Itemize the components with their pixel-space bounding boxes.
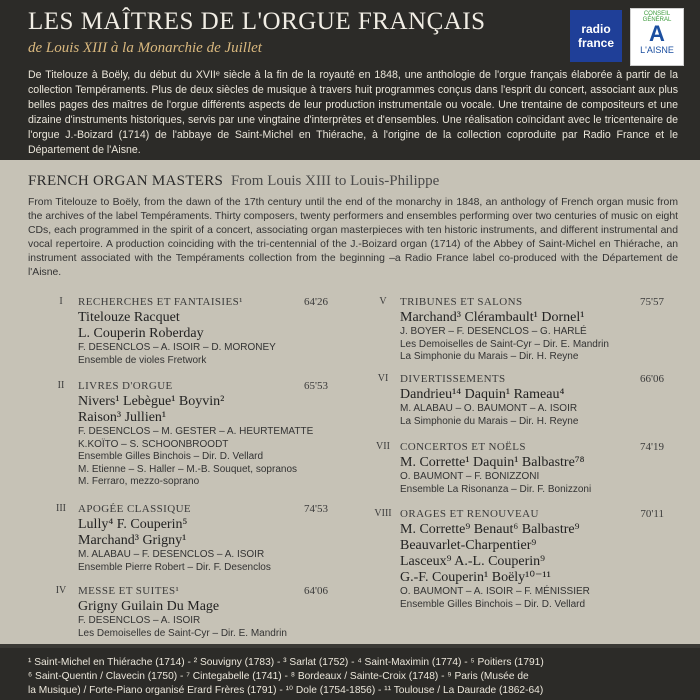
aisne-logo [630,8,684,66]
program-body [78,599,322,640]
program-duration: 75'57 [640,296,664,308]
program-ensemble: M. Ferraro, mezzo-soprano [78,476,200,487]
program-composers: Raison³ Jullien¹ [78,410,167,425]
program-body [400,455,644,496]
program-duration: 65'53 [304,380,328,392]
program-duration: 70'11 [640,508,664,520]
program-number: VII [376,441,390,452]
program-performers: M. ALABAU – O. BAUMONT – A. ISOIR [400,403,578,414]
program-body [78,394,322,489]
radio-france-logo-line1: radio [581,22,611,36]
program-number: V [379,296,387,307]
aisne-logo-name: L'AISNE [640,45,674,55]
program-duration: 74'53 [304,503,328,515]
program-composers: Marchand³ Grigny¹ [78,533,187,548]
footer [0,648,700,700]
program-composers: L. Couperin Roberday [78,326,204,341]
aisne-logo-letter: A [649,21,665,46]
english-heading: FRENCH ORGAN MASTERS [28,173,224,189]
program-title: MESSE ET SUITES¹ [78,585,180,597]
program-number: III [56,503,66,514]
program-body [78,517,322,574]
program-composers: M. Corrette¹ Daquin¹ Balbastre⁷⁸ [400,455,585,470]
program-ensemble: La Simphonie du Marais – Dir. H. Reyne [400,351,579,362]
program-composers: Nivers¹ Lebègue¹ Boyvin² [78,394,225,409]
program-ensemble: Ensemble La Risonanza – Dir. F. Bonizzoni [400,483,592,495]
program-ensemble: La Simphonie du Marais – Dir. H. Reyne [400,415,579,427]
english-heading-row [28,173,439,190]
program-duration: 64'06 [304,585,328,597]
radio-france-logo-line2: france [577,36,615,50]
program-composers: Dandrieu¹⁴ Daquin¹ Rameau⁴ [400,387,565,402]
program-body [400,387,644,428]
page-title: LES MAÎTRES DE L'ORGUE FRANÇAIS [28,8,486,35]
program-composers: M. Corrette⁹ Benaut⁶ Balbastre⁹ [400,522,580,537]
program-composers: Lasceux⁹ A.-L. Couperin⁹ [400,554,546,569]
program-composers: Titelouze Racquet [78,310,180,325]
program-ensemble: M. Etienne – S. Haller – M.-B. Souquet, sopranos [78,463,297,475]
program-composers: Grigny Guilain Du Mage [78,599,220,614]
program-number: I [59,296,63,307]
program-performers: O. BAUMONT – F. BONIZZONI [400,471,540,482]
program-body [400,522,644,611]
english-subheading: From Louis XIII to Louis-Philippe [230,173,440,189]
intro-english: From Titelouze to Boëly, from the dawn of the 17th century until the end of the monarchy in 1848, an anthology of French organ music from the archives of the label Tempéraments. Thirty composers, twenty performers and ensembles performing over two centuries of music on eight CDs, each programmed in the spirit of a concert, associating organ masterpieces with ten historic instruments, and different instrumental and vocal repertoire. A production coinciding with the tri-centennial of the J.-Boizard organ (1714) of the Abbey of Saint-Michel en Thiérache, an instrument associated with the Tempéraments collection from the beginning –a Radio France label co-produced with the Département de l'Aisne. [28,197,678,278]
program-number: IV [55,585,67,596]
footer-line-3: la Musique) / Forte-Piano organisé Erard Frères (1791) - ¹⁰ Dole (1754-1856) - ¹¹ Toulouse / La Daurade (1862-64) [28,685,544,696]
program-title: RECHERCHES ET FANTAISIES¹ [78,296,243,308]
program-body [400,310,644,364]
program-title: APOGÉE CLASSIQUE [78,503,192,515]
program-title: CONCERTOS ET NOËLS [400,441,526,453]
program-duration: 66'06 [640,373,664,385]
program-ensemble: Les Demoiselles de Saint-Cyr – Dir. E. Mandrin [78,627,287,639]
footer-line-1: ¹ Saint-Michel en Thiérache (1714) - ² Souvigny (1783) - ³ Sarlat (1752) - ⁴ Saint-Maximin (1774) - ⁵ Poitiers (1791) [28,657,544,668]
aisne-logo-top: CONSEIL GÉNÉRAL [642,11,672,23]
french-section [0,0,700,160]
program-performers: F. DESENCLOS – M. GESTER – A. HEURTEMATTE [78,426,314,437]
program-number: VI [377,373,389,384]
program-ensemble: Ensemble de violes Fretwork [78,354,207,366]
footer-notes [28,656,678,698]
program-title: TRIBUNES ET SALONS [400,296,523,308]
program-ensemble: Les Demoiselles de Saint-Cyr – Dir. E. Mandrin [400,338,609,350]
program-ensemble: Ensemble Gilles Binchois – Dir. D. Vellard [78,451,264,462]
program-title: DIVERTISSEMENTS [400,373,506,385]
program-composers: Beauvarlet-Charpentier⁹ [400,538,537,553]
program-title: ORAGES ET RENOUVEAU [400,508,539,520]
program-duration: 64'26 [304,296,328,308]
program-performers: K.KOÏTO – S. SCHOONBROODT [78,438,229,450]
program-title: LIVRES D'ORGUE [78,380,173,392]
program-performers: M. ALABAU – F. DESENCLOS – A. ISOIR [78,549,265,560]
program-composers: G.-F. Couperin¹ Boëly¹⁰⁻¹¹ [400,570,551,585]
program-performers: O. BAUMONT – A. ISOIR – F. MÉNISSIER [400,586,590,597]
program-ensemble: Ensemble Pierre Robert – Dir. F. Desenclos [78,561,271,573]
program-performers: J. BOYER – F. DESENCLOS – G. HARLÉ [400,326,587,337]
program-duration: 74'19 [640,441,664,453]
footer-line-2: ⁶ Saint-Quentin / Clavecin (1750) - ⁷ Cintegabelle (1741) - ⁸ Bordeaux / Sainte-Croix (1748) - ⁹ Paris (Musée de [28,671,529,682]
program-performers: F. DESENCLOS – A. ISOIR – D. MORONEY [78,342,276,353]
program-performers: F. DESENCLOS – A. ISOIR [78,615,201,626]
page-subtitle: de Louis XIII à la Monarchie de Juillet [28,40,262,56]
program-ensemble: Ensemble Gilles Binchois – Dir. D. Vellard [400,598,586,610]
intro-french: De Titelouze à Boëly, du début du XVIIᵉ siècle à la fin de la royauté en 1848, une anthologie de l'orgue français élaborée à partir de la collection Tempéraments. Plus de deux siècles de musique à travers huit programmes conçus dans l'esprit du concert, associant aux plus belles pages des maîtres de l'orgue différents aspects de leur production instrumentale ou vocale. Une trentaine de compositeurs et une dizaine d'instruments historiques, servis par une vingtaine d'interprètes et d'ensembles. Une réalisation coïncidant avec le tricentenaire de l'orgue J.-Boizard (1714) de l'abbaye de Saint-Michel en Thiérache, à l'origine de la collection coproduite par Radio France et le Département de l'Aisne. [28,69,678,156]
program-body [78,310,322,367]
program-number: VIII [374,508,392,519]
program-composers: Marchand³ Clérambault¹ Dornel¹ [400,310,585,325]
program-composers: Lully⁴ F. Couperin⁵ [78,517,188,532]
program-number: II [57,380,65,391]
radio-france-logo [570,10,622,62]
